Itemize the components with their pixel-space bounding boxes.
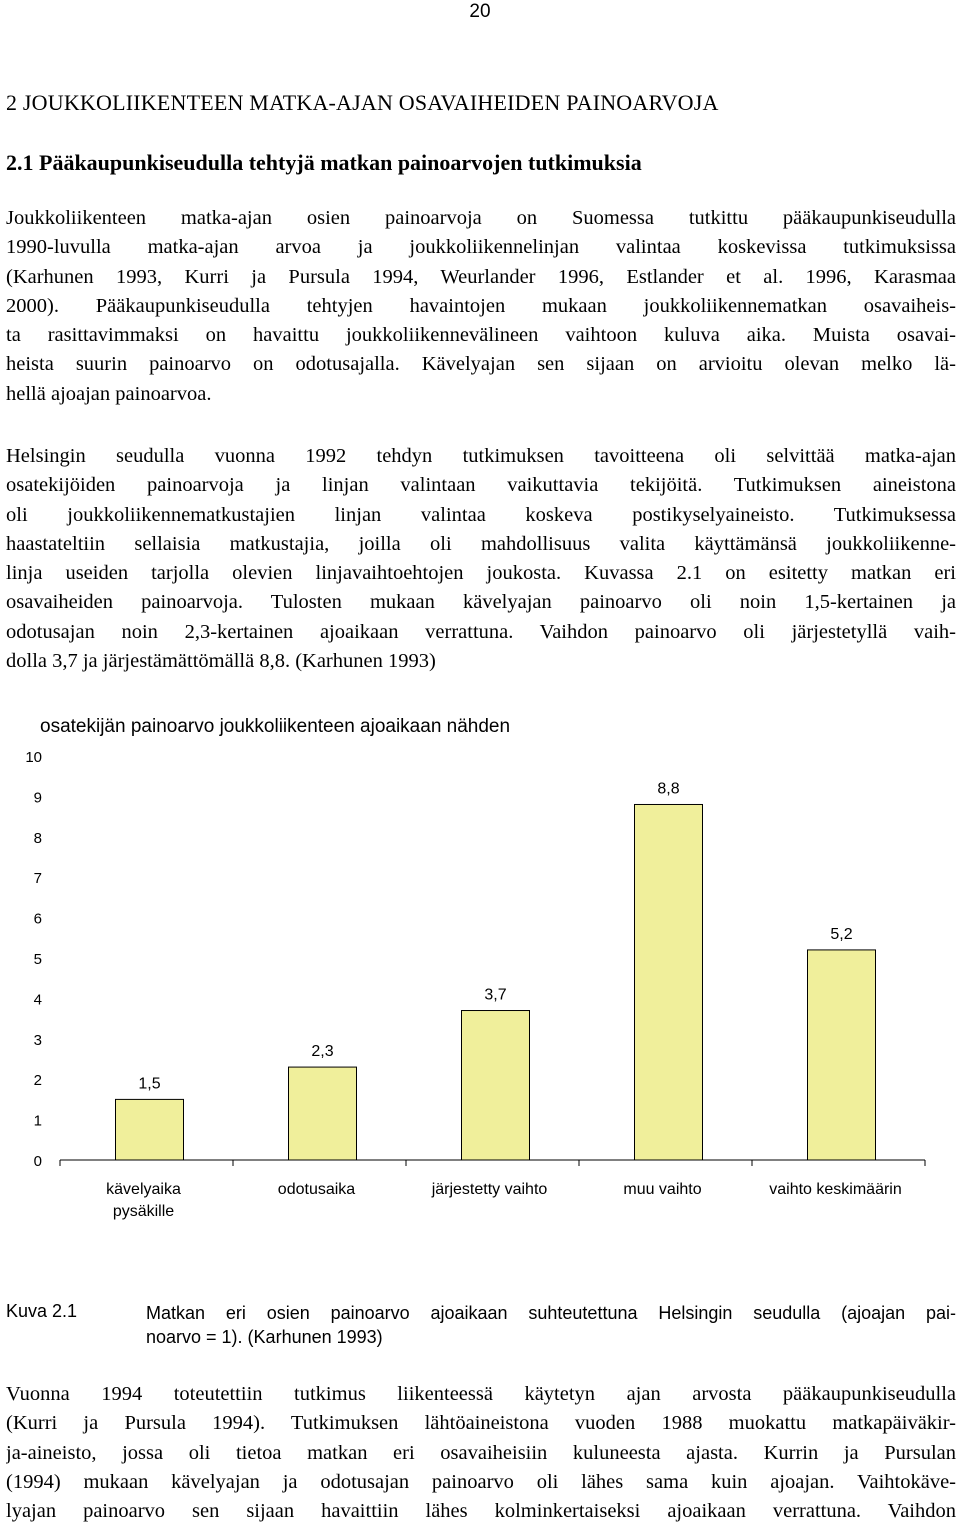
y-tick-label: 4 (33, 991, 42, 1009)
caption-line: noarvo = 1). (Karhunen 1993) (146, 1327, 383, 1347)
x-category-label: vaihto keskimäärin (769, 1181, 902, 1198)
chapter-heading: 2 JOUKKOLIIKENTEEN MATKA-AJAN OSAVAIHEIDEN PAINOARVOJA (6, 90, 719, 115)
paragraph-line: ta rasittavimmaksi on havaittu joukkoliikennevälineen vaihtoon kuluva aika. Muista osavai- (6, 324, 956, 347)
paragraph-line: Helsingin seudulla vuonna 1992 tehdyn tutkimuksen tavoitteena oli selvittää matka-ajan (6, 445, 956, 467)
paragraph-line: ja-aineisto, jossa oli tietoa matkan eri osavaiheisiin kuluneesta ajasta. Kurrin ja Pursulan (6, 1441, 956, 1464)
figure-caption-text (146, 1301, 956, 1349)
paragraph-line: 1990-luvulla matka-ajan arvoa ja joukkoliikennelinjan valintaa koskevissa tutkimuksissa (6, 236, 956, 259)
paragraph-line: Joukkoliikenteen matka-ajan osien painoarvoja on Suomessa tutkittu pääkaupunkiseudulla (6, 207, 956, 229)
y-tick-label: 9 (33, 789, 42, 807)
figure-caption-label: Kuva 2.1 (6, 1301, 78, 1321)
x-category-label: järjestetty vaihto (431, 1181, 548, 1198)
y-tick-label: 7 (33, 870, 42, 888)
caption-line: Matkan eri osien painoarvo ajoaikaan suhteutettuna Helsingin seudulla (ajoajan pai- (146, 1303, 956, 1323)
bar-value-label: 3,7 (484, 986, 507, 1004)
y-tick-label: 5 (33, 951, 42, 968)
paragraph-line: lyajan painoarvo sen sijaan havaittiin lähes kolminkertaiseksi ajoaikaan verrattuna. Vaihdon (6, 1500, 956, 1523)
bar (808, 950, 876, 1160)
bar-value-label: 5,2 (830, 925, 853, 943)
x-category-label: pysäkille (112, 1203, 175, 1220)
paragraph-line: Vuonna 1994 toteutettiin tutkimus liikenteessä käytetyn ajan arvosta pääkaupunkiseudulla (6, 1383, 956, 1405)
section-heading: 2.1 Pääkaupunkiseudulla tehtyjä matkan painoarvojen tutkimuksia (6, 150, 642, 175)
y-tick-label: 2 (33, 1072, 42, 1090)
bar-value-label: 2,3 (311, 1043, 334, 1061)
paragraph-line: (1994) mukaan kävelyajan ja odotusajan painoarvo oli lähes sama kuin ajoajan. Vaihtokäve- (6, 1470, 956, 1493)
bar-value-label: 1,5 (138, 1075, 161, 1093)
bar-chart (0, 740, 960, 1230)
bar (289, 1067, 357, 1160)
y-tick-label: 6 (33, 910, 42, 928)
paragraph-line: linja useiden tarjolla olevien linjavaihtoehtojen joukosta. Kuvassa 2.1 on esitetty matkan eri (6, 562, 956, 585)
paragraph-3 (6, 1380, 956, 1526)
paragraph-line: heista suurin painoarvo on odotusajalla. Kävelyajan sen sijaan on arvioitu olevan melko lä- (6, 353, 956, 376)
paragraph-line: (Karhunen 1993, Kurri ja Pursula 1994, Weurlander 1996, Estlander et al. 1996, Karasmaa (6, 265, 956, 288)
paragraph-line: dolla 3,7 ja järjestämättömällä 8,8. (Karhunen 1993) (6, 650, 436, 673)
chart-title: osatekijän painoarvo joukkoliikenteen ajoaikaan nähden (40, 716, 511, 737)
y-tick-label: 0 (33, 1153, 42, 1170)
paragraph-line: odotusajan noin 2,3-kertainen ajoaikaan verrattuna. Vaihdon painoarvo oli järjestetyllä vaih- (6, 620, 956, 643)
bar (462, 1011, 530, 1160)
x-category-label: kävelyaika (106, 1181, 181, 1198)
paragraph-1 (6, 204, 956, 409)
x-category-label: muu vaihto (623, 1181, 702, 1198)
paragraph-line: (Kurri ja Pursula 1994). Tutkimuksen lähtöaineistona vuoden 1988 muokattu matkapäiväkir- (6, 1412, 956, 1435)
x-category-label: odotusaika (277, 1181, 356, 1198)
paragraph-line: oli joukkoliikennematkustajien linjan valintaa koskeva postikyselyaineisto. Tutkimuksessa (6, 503, 956, 526)
page-number: 20 (469, 1, 491, 22)
bar (116, 1099, 184, 1160)
bar (635, 804, 703, 1160)
y-tick-label: 10 (25, 749, 42, 766)
bar-value-label: 8,8 (657, 780, 680, 798)
y-tick-label: 8 (33, 829, 42, 847)
paragraph-line: haastateltiin sellaisia matkustajia, joilla oli mahdollisuus valita käyttämänsä joukkoliikenne- (6, 532, 956, 555)
y-tick-label: 3 (33, 1031, 42, 1049)
paragraph-2 (6, 442, 956, 676)
paragraph-line: osatekijöiden painoarvoja ja linjan valintaan vaikuttavia tekijöitä. Tutkimuksen aineistona (6, 474, 956, 497)
paragraph-line: 2000). Pääkaupunkiseudulla tehtyjen havaintojen mukaan joukkoliikennematkan osavaiheis- (6, 294, 956, 317)
paragraph-line: osavaiheiden painoarvoja. Tulosten mukaan kävelyajan painoarvo oli noin 1,5-kertainen ja (6, 591, 956, 614)
y-tick-label: 1 (33, 1112, 42, 1130)
paragraph-line: hellä ajoajan painoarvoa. (6, 382, 212, 405)
